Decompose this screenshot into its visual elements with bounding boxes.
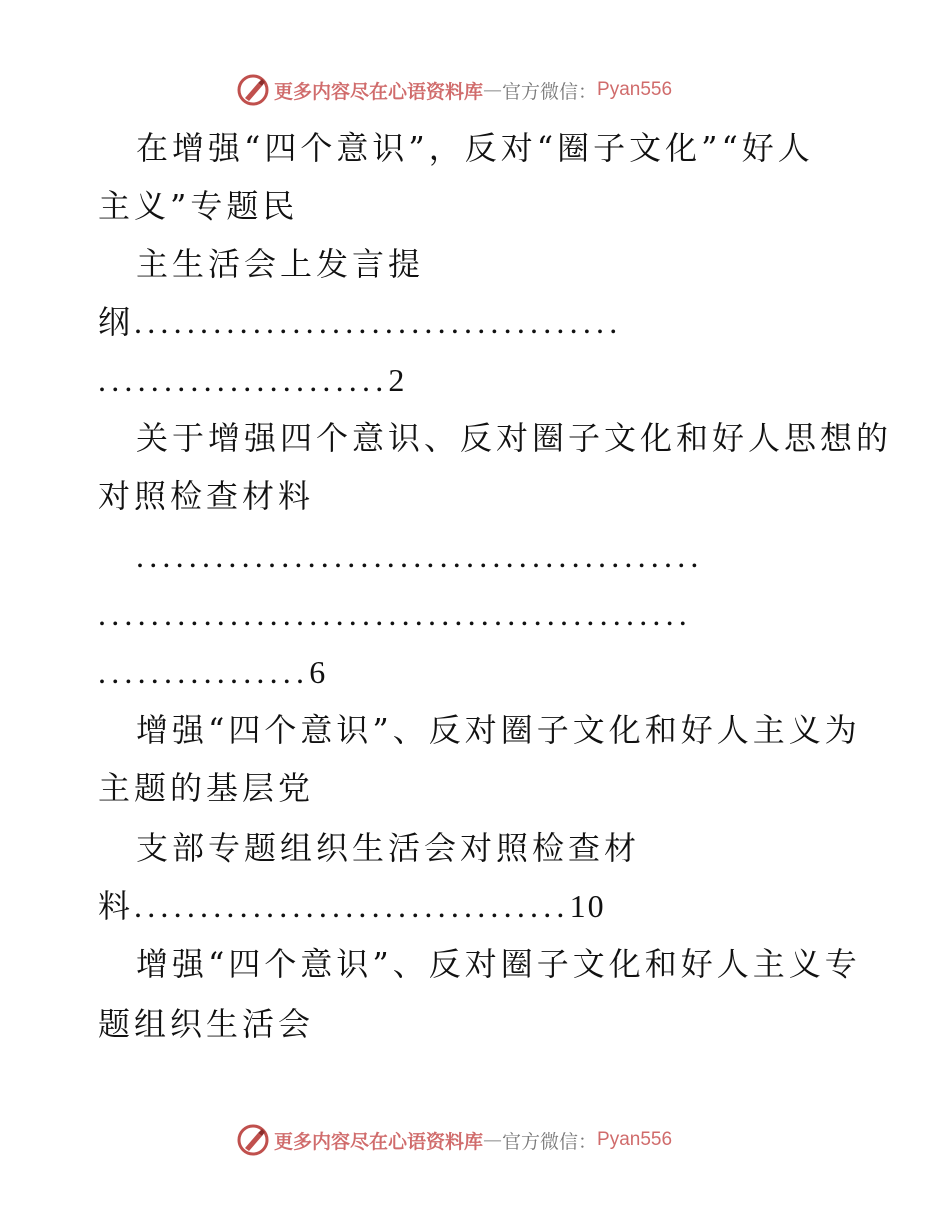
toc-entry-2-dots-end: ................: [98, 654, 310, 690]
toc-entry-1-title-line-3: 主生活会上发言提: [136, 245, 425, 283]
toc-entry-3-dots: .................................: [134, 888, 570, 924]
watermark-wechat-label: 官方微信：: [502, 80, 598, 103]
toc-entry-2-page-number: 6: [309, 654, 328, 690]
toc-entry-1-page-number: 2: [388, 362, 407, 398]
pen-logo-icon: [236, 73, 270, 107]
watermark-library-text: 更多内容尽在心语资料库: [274, 80, 484, 103]
toc-entry-1-leader-line: [98, 302, 622, 342]
toc-entry-1-title-tail: 纲: [98, 303, 135, 341]
toc-entry-3-title-tail: 料: [98, 887, 135, 925]
toc-entry-1-title-line-2: 主义”专题民: [98, 187, 299, 225]
toc-entry-2-title-line-2: 对照检查材料: [98, 477, 315, 515]
watermark-dash: —: [483, 79, 503, 101]
toc-entry-2-page-line: [98, 652, 327, 692]
toc-entry-3-page-number: 10: [569, 888, 606, 924]
toc-entry-2-dots-2: .............................................: [98, 596, 692, 632]
toc-entry-3-title-line-2: 主题的基层党: [98, 769, 315, 807]
toc-entry-4-title-line-2: 题组织生活会: [98, 1005, 315, 1043]
toc-entry-2-title-line-1: 关于增强四个意识、反对圈子文化和好人思想的: [136, 419, 893, 457]
footer-watermark: [236, 1122, 716, 1158]
toc-entry-2-dots-1: ...........................................: [136, 538, 704, 574]
pen-logo-icon: [236, 1123, 270, 1157]
toc-entry-4-title-line-1: 增强“四个意识”、反对圈子文化和好人主义专: [136, 945, 861, 983]
toc-entry-1-dots: .....................................: [134, 304, 623, 340]
watermark-wechat-id: Pyan556: [597, 1129, 673, 1150]
toc-entry-3-leader-line: [98, 886, 606, 926]
watermark-library-text: 更多内容尽在心语资料库: [274, 1130, 484, 1153]
watermark-wechat-label: 官方微信：: [502, 1130, 598, 1153]
header-watermark: [236, 72, 716, 108]
toc-entry-1-dots-end: ......................: [98, 362, 389, 398]
toc-entry-3-title-line-3: 支部专题组织生活会对照检查材: [136, 829, 641, 867]
watermark-dash: —: [483, 1129, 503, 1151]
toc-entry-1-title-line-1: 在增强“四个意识”，反对“圈子文化”“好人: [136, 129, 814, 167]
toc-entry-1-page-line: [98, 360, 406, 400]
watermark-wechat-id: Pyan556: [597, 79, 673, 100]
toc-entry-3-title-line-1: 增强“四个意识”、反对圈子文化和好人主义为: [136, 711, 861, 749]
